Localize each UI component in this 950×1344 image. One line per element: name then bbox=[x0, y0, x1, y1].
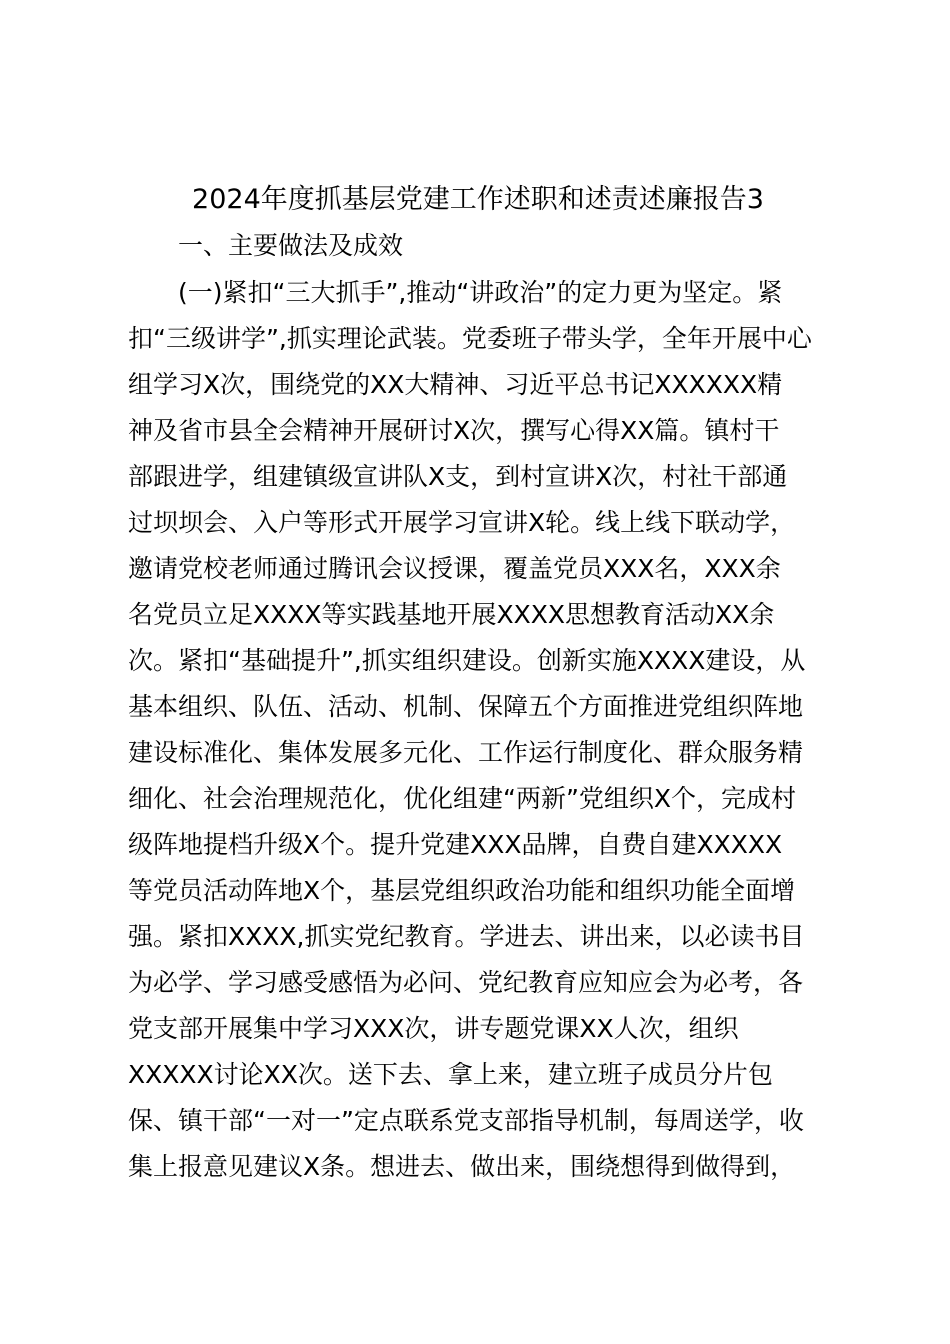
paragraph-line: 细化、社会治理规范化，优化组建“两新”党组织X个，完成村 bbox=[128, 784, 797, 813]
paragraph-line: 建设标准化、集体发展多元化、工作运行制度化、群众服务精 bbox=[128, 738, 804, 767]
paragraph-line: 邀请党校老师通过腾讯会议授课，覆盖党员XXX名，XXX余 bbox=[128, 554, 781, 583]
paragraph-line: 次。紧扣“基础提升”,抓实组织建设。创新实施XXXX建设，从 bbox=[128, 646, 806, 675]
paragraph-line: XXXXX讨论XX次。送下去、拿上来，建立班子成员分片包 bbox=[128, 1060, 773, 1089]
paragraph-line: 强。紧扣XXXX,抓实党纪教育。学进去、讲出来，以必读书目 bbox=[128, 922, 805, 951]
paragraph-line: 过坝坝会、入户等形式开展学习宣讲X轮。线上线下联动学， bbox=[128, 508, 796, 537]
paragraph-line: 保、镇干部“一对一”定点联系党支部指导机制，每周送学，收 bbox=[128, 1106, 804, 1135]
paragraph-line: 级阵地提档升级X个。提升党建XXX品牌，自费自建XXXXX bbox=[128, 830, 783, 859]
paragraph-line: 扣“三级讲学”,抓实理论武装。党委班子带头学，全年开展中心 bbox=[128, 324, 812, 353]
paragraph-line: 名党员立足XXXX等实践基地开展XXXX思想教育活动XX余 bbox=[128, 600, 775, 629]
document-title: 2024年度抓基层党建工作述职和述责述廉报告3 bbox=[192, 184, 764, 215]
body-paragraph bbox=[128, 270, 833, 1190]
paragraph-line: 党支部开展集中学习XXX次，讲专题党课XX人次，组织 bbox=[128, 1014, 739, 1043]
paragraph-line: 等党员活动阵地X个，基层党组织政治功能和组织功能全面增 bbox=[128, 876, 796, 905]
paragraph-line: (一)紧扣“三大抓手”,推动“讲政治”的定力更为坚定。紧 bbox=[178, 278, 783, 307]
paragraph-line: 为必学、学习感受感悟为必问、党纪教育应知应会为必考，各 bbox=[128, 968, 804, 997]
paragraph-line: 部跟进学，组建镇级宣讲队X支，到村宣讲X次，村社干部通 bbox=[128, 462, 788, 491]
paragraph-line: 组学习X次，围绕党的XX大精神、习近平总书记XXXXXX精 bbox=[128, 370, 783, 399]
section-heading: 一、主要做法及成效 bbox=[178, 231, 404, 260]
paragraph-line: 集上报意见建议X条。想进去、做出来，围绕想得到做得到， bbox=[128, 1152, 796, 1181]
paragraph-line: 神及省市县全会精神开展研讨X次，撰写心得XX篇。镇村干 bbox=[128, 416, 780, 445]
paragraph-line: 基本组织、队伍、活动、机制、保障五个方面推进党组织阵地 bbox=[128, 692, 804, 721]
